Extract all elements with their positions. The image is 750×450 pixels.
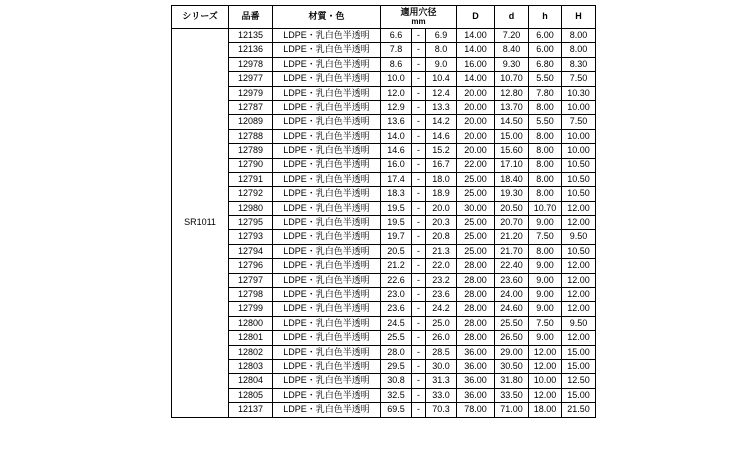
cell-D: 30.00 [457,201,495,215]
cell-d: 20.50 [495,201,529,215]
cell-hole-min: 16.0 [381,158,412,172]
table-row [172,144,596,158]
cell-hole-min: 20.5 [381,244,412,258]
cell-part-no: 12796 [229,259,273,273]
cell-part-no: 12792 [229,187,273,201]
cell-d: 14.50 [495,115,529,129]
cell-h: 8.00 [529,129,562,143]
cell-hole-dash: - [412,187,426,201]
cell-hole-max: 10.4 [426,72,457,86]
cell-part-no: 12135 [229,29,273,43]
cell-hole-max: 13.3 [426,100,457,114]
table-row [172,230,596,244]
cell-D: 20.00 [457,86,495,100]
cell-h: 8.00 [529,187,562,201]
cell-H: 12.00 [562,216,596,230]
cell-h: 9.00 [529,216,562,230]
cell-hole-dash: - [412,388,426,402]
cell-d: 10.70 [495,72,529,86]
table-body [172,29,596,418]
cell-D: 36.00 [457,359,495,373]
cell-H: 15.00 [562,359,596,373]
cell-hole-max: 26.0 [426,331,457,345]
cell-part-no: 12089 [229,115,273,129]
cell-d: 24.60 [495,302,529,316]
cell-part-no: 12802 [229,345,273,359]
cell-h: 9.00 [529,288,562,302]
cell-H: 15.00 [562,345,596,359]
cell-hole-max: 9.0 [426,57,457,71]
cell-h: 9.00 [529,331,562,345]
cell-H: 12.00 [562,331,596,345]
cell-hole-dash: - [412,115,426,129]
cell-hole-min: 18.3 [381,187,412,201]
cell-material-color: LDPE・乳白色半透明 [273,187,381,201]
cell-part-no: 12789 [229,144,273,158]
cell-D: 22.00 [457,158,495,172]
cell-hole-max: 20.3 [426,216,457,230]
table-row [172,201,596,215]
cell-material-color: LDPE・乳白色半透明 [273,388,381,402]
cell-material-color: LDPE・乳白色半透明 [273,29,381,43]
cell-D: 14.00 [457,29,495,43]
header-hole-diameter-label: 適用穴径 [400,6,437,17]
cell-D: 28.00 [457,273,495,287]
cell-d: 33.50 [495,388,529,402]
cell-D: 25.00 [457,216,495,230]
cell-hole-min: 69.5 [381,403,412,417]
cell-hole-max: 20.0 [426,201,457,215]
header-h: h [529,6,562,29]
table-header-row [172,6,596,29]
cell-H: 8.00 [562,29,596,43]
cell-part-no: 12793 [229,230,273,244]
cell-H: 12.50 [562,374,596,388]
cell-d: 25.50 [495,316,529,330]
cell-hole-dash: - [412,129,426,143]
cell-part-no: 12801 [229,331,273,345]
table-row [172,259,596,273]
cell-hole-dash: - [412,316,426,330]
cell-d: 9.30 [495,57,529,71]
specification-table [171,5,596,418]
cell-hole-min: 21.2 [381,259,412,273]
cell-part-no: 12980 [229,201,273,215]
cell-hole-max: 23.2 [426,273,457,287]
header-series: シリーズ [172,6,229,29]
table-row [172,273,596,287]
cell-hole-dash: - [412,216,426,230]
cell-H: 21.50 [562,403,596,417]
cell-hole-dash: - [412,331,426,345]
cell-d: 13.70 [495,100,529,114]
cell-d: 23.60 [495,273,529,287]
cell-hole-dash: - [412,43,426,57]
cell-hole-max: 33.0 [426,388,457,402]
cell-h: 8.00 [529,144,562,158]
cell-hole-min: 28.0 [381,345,412,359]
table-row [172,43,596,57]
cell-hole-max: 24.2 [426,302,457,316]
cell-D: 14.00 [457,43,495,57]
cell-d: 19.30 [495,187,529,201]
cell-hole-max: 23.6 [426,288,457,302]
table-row [172,331,596,345]
cell-D: 20.00 [457,115,495,129]
cell-h: 5.50 [529,115,562,129]
cell-hole-min: 22.6 [381,273,412,287]
cell-material-color: LDPE・乳白色半透明 [273,43,381,57]
cell-hole-max: 6.9 [426,29,457,43]
cell-H: 9.50 [562,316,596,330]
cell-hole-min: 30.8 [381,374,412,388]
cell-H: 8.00 [562,43,596,57]
cell-H: 7.50 [562,72,596,86]
cell-d: 30.50 [495,359,529,373]
cell-material-color: LDPE・乳白色半透明 [273,100,381,114]
cell-H: 12.00 [562,201,596,215]
table-row [172,57,596,71]
header-H: H [562,6,596,29]
cell-H: 10.30 [562,86,596,100]
cell-d: 21.70 [495,244,529,258]
cell-D: 14.00 [457,72,495,86]
cell-D: 25.00 [457,172,495,186]
cell-h: 9.00 [529,273,562,287]
cell-material-color: LDPE・乳白色半透明 [273,374,381,388]
table-row [172,129,596,143]
cell-H: 12.00 [562,259,596,273]
cell-part-no: 12787 [229,100,273,114]
cell-hole-min: 8.6 [381,57,412,71]
cell-D: 25.00 [457,230,495,244]
cell-d: 18.40 [495,172,529,186]
cell-D: 36.00 [457,374,495,388]
cell-hole-max: 12.4 [426,86,457,100]
cell-hole-max: 25.0 [426,316,457,330]
cell-hole-min: 6.6 [381,29,412,43]
cell-hole-max: 18.0 [426,172,457,186]
table-row [172,359,596,373]
cell-part-no: 12790 [229,158,273,172]
cell-d: 12.80 [495,86,529,100]
cell-part-no: 12979 [229,86,273,100]
cell-hole-dash: - [412,172,426,186]
cell-D: 36.00 [457,388,495,402]
cell-d: 31.80 [495,374,529,388]
cell-hole-dash: - [412,100,426,114]
cell-D: 28.00 [457,288,495,302]
cell-D: 25.00 [457,187,495,201]
cell-hole-dash: - [412,345,426,359]
cell-h: 6.00 [529,29,562,43]
cell-material-color: LDPE・乳白色半透明 [273,403,381,417]
cell-H: 15.00 [562,388,596,402]
cell-hole-min: 12.0 [381,86,412,100]
cell-part-no: 12800 [229,316,273,330]
cell-hole-min: 32.5 [381,388,412,402]
cell-hole-dash: - [412,259,426,273]
cell-part-no: 12799 [229,302,273,316]
cell-part-no: 12798 [229,288,273,302]
cell-d: 17.10 [495,158,529,172]
cell-material-color: LDPE・乳白色半透明 [273,115,381,129]
cell-hole-min: 19.5 [381,201,412,215]
cell-h: 9.00 [529,259,562,273]
table-row [172,158,596,172]
spec-sheet [0,5,750,450]
series-cell: SR1011 [172,29,229,418]
cell-H: 10.00 [562,100,596,114]
cell-hole-dash: - [412,374,426,388]
cell-D: 28.00 [457,259,495,273]
table-row [172,187,596,201]
header-hole-diameter [381,6,457,29]
cell-hole-dash: - [412,288,426,302]
cell-part-no: 12788 [229,129,273,143]
cell-d: 15.00 [495,129,529,143]
cell-h: 7.50 [529,316,562,330]
table-row [172,288,596,302]
cell-material-color: LDPE・乳白色半透明 [273,259,381,273]
cell-h: 10.00 [529,374,562,388]
cell-H: 12.00 [562,288,596,302]
header-hole-diameter-unit: mm [411,16,426,26]
cell-part-no: 12803 [229,359,273,373]
cell-hole-dash: - [412,201,426,215]
table-row [172,302,596,316]
cell-h: 8.00 [529,158,562,172]
cell-hole-dash: - [412,57,426,71]
cell-hole-max: 21.3 [426,244,457,258]
cell-hole-max: 20.8 [426,230,457,244]
cell-hole-min: 25.5 [381,331,412,345]
cell-h: 12.00 [529,388,562,402]
cell-material-color: LDPE・乳白色半透明 [273,129,381,143]
cell-hole-max: 18.9 [426,187,457,201]
cell-hole-min: 14.6 [381,144,412,158]
cell-hole-min: 29.5 [381,359,412,373]
cell-h: 9.00 [529,302,562,316]
cell-D: 20.00 [457,100,495,114]
cell-H: 10.50 [562,244,596,258]
cell-D: 28.00 [457,331,495,345]
cell-h: 7.50 [529,230,562,244]
cell-hole-max: 14.2 [426,115,457,129]
table-row [172,86,596,100]
cell-hole-min: 19.5 [381,216,412,230]
cell-material-color: LDPE・乳白色半透明 [273,273,381,287]
cell-h: 12.00 [529,345,562,359]
table-row [172,72,596,86]
cell-h: 8.00 [529,172,562,186]
cell-material-color: LDPE・乳白色半透明 [273,201,381,215]
cell-hole-min: 17.4 [381,172,412,186]
cell-h: 5.50 [529,72,562,86]
cell-d: 26.50 [495,331,529,345]
header-d: d [495,6,529,29]
cell-hole-max: 15.2 [426,144,457,158]
cell-material-color: LDPE・乳白色半透明 [273,144,381,158]
cell-hole-max: 14.6 [426,129,457,143]
cell-H: 10.50 [562,158,596,172]
cell-d: 24.00 [495,288,529,302]
cell-hole-min: 14.0 [381,129,412,143]
header-D: D [457,6,495,29]
cell-hole-min: 24.5 [381,316,412,330]
cell-hole-max: 31.3 [426,374,457,388]
table-row [172,100,596,114]
cell-H: 10.00 [562,144,596,158]
cell-d: 29.00 [495,345,529,359]
cell-part-no: 12978 [229,57,273,71]
cell-part-no: 12791 [229,172,273,186]
cell-hole-min: 23.0 [381,288,412,302]
cell-D: 20.00 [457,129,495,143]
cell-part-no: 12797 [229,273,273,287]
header-material-color: 材質・色 [273,6,381,29]
table-row [172,403,596,417]
table-row [172,345,596,359]
cell-d: 8.40 [495,43,529,57]
table-row [172,388,596,402]
cell-material-color: LDPE・乳白色半透明 [273,216,381,230]
cell-H: 9.50 [562,230,596,244]
cell-d: 22.40 [495,259,529,273]
table-row [172,244,596,258]
cell-h: 6.00 [529,43,562,57]
cell-H: 7.50 [562,115,596,129]
table-row [172,172,596,186]
cell-material-color: LDPE・乳白色半透明 [273,244,381,258]
table-row [172,374,596,388]
cell-d: 21.20 [495,230,529,244]
cell-material-color: LDPE・乳白色半透明 [273,230,381,244]
cell-hole-dash: - [412,72,426,86]
cell-hole-min: 10.0 [381,72,412,86]
cell-H: 12.00 [562,302,596,316]
cell-material-color: LDPE・乳白色半透明 [273,302,381,316]
cell-h: 8.00 [529,244,562,258]
cell-hole-dash: - [412,273,426,287]
cell-hole-dash: - [412,230,426,244]
cell-d: 15.60 [495,144,529,158]
cell-material-color: LDPE・乳白色半透明 [273,359,381,373]
cell-part-no: 12795 [229,216,273,230]
cell-material-color: LDPE・乳白色半透明 [273,345,381,359]
cell-material-color: LDPE・乳白色半透明 [273,158,381,172]
cell-hole-dash: - [412,29,426,43]
cell-H: 10.50 [562,172,596,186]
cell-D: 78.00 [457,403,495,417]
cell-hole-max: 70.3 [426,403,457,417]
cell-h: 6.80 [529,57,562,71]
cell-material-color: LDPE・乳白色半透明 [273,86,381,100]
cell-D: 25.00 [457,244,495,258]
cell-d: 71.00 [495,403,529,417]
cell-hole-dash: - [412,403,426,417]
cell-D: 28.00 [457,302,495,316]
cell-hole-min: 23.6 [381,302,412,316]
cell-d: 20.70 [495,216,529,230]
cell-part-no: 12977 [229,72,273,86]
cell-h: 10.70 [529,201,562,215]
cell-hole-max: 16.7 [426,158,457,172]
cell-h: 7.80 [529,86,562,100]
cell-D: 20.00 [457,144,495,158]
cell-part-no: 12136 [229,43,273,57]
cell-H: 10.50 [562,187,596,201]
cell-hole-min: 7.8 [381,43,412,57]
cell-hole-max: 30.0 [426,359,457,373]
cell-hole-max: 28.5 [426,345,457,359]
cell-hole-min: 13.6 [381,115,412,129]
cell-part-no: 12804 [229,374,273,388]
cell-hole-dash: - [412,158,426,172]
table-row [172,216,596,230]
cell-H: 10.00 [562,129,596,143]
cell-material-color: LDPE・乳白色半透明 [273,57,381,71]
cell-part-no: 12137 [229,403,273,417]
cell-material-color: LDPE・乳白色半透明 [273,316,381,330]
table-row [172,316,596,330]
cell-hole-min: 19.7 [381,230,412,244]
cell-h: 8.00 [529,100,562,114]
cell-part-no: 12805 [229,388,273,402]
cell-D: 36.00 [457,345,495,359]
cell-h: 12.00 [529,359,562,373]
cell-d: 7.20 [495,29,529,43]
cell-hole-min: 12.9 [381,100,412,114]
cell-H: 8.30 [562,57,596,71]
cell-hole-max: 8.0 [426,43,457,57]
header-part-no: 品番 [229,6,273,29]
cell-h: 18.00 [529,403,562,417]
cell-hole-dash: - [412,359,426,373]
cell-hole-max: 22.0 [426,259,457,273]
cell-H: 12.00 [562,273,596,287]
cell-material-color: LDPE・乳白色半透明 [273,72,381,86]
table-row [172,29,596,43]
cell-hole-dash: - [412,244,426,258]
cell-hole-dash: - [412,302,426,316]
cell-material-color: LDPE・乳白色半透明 [273,331,381,345]
cell-hole-dash: - [412,144,426,158]
cell-material-color: LDPE・乳白色半透明 [273,172,381,186]
cell-D: 16.00 [457,57,495,71]
cell-D: 28.00 [457,316,495,330]
cell-part-no: 12794 [229,244,273,258]
cell-material-color: LDPE・乳白色半透明 [273,288,381,302]
cell-hole-dash: - [412,86,426,100]
table-row [172,115,596,129]
